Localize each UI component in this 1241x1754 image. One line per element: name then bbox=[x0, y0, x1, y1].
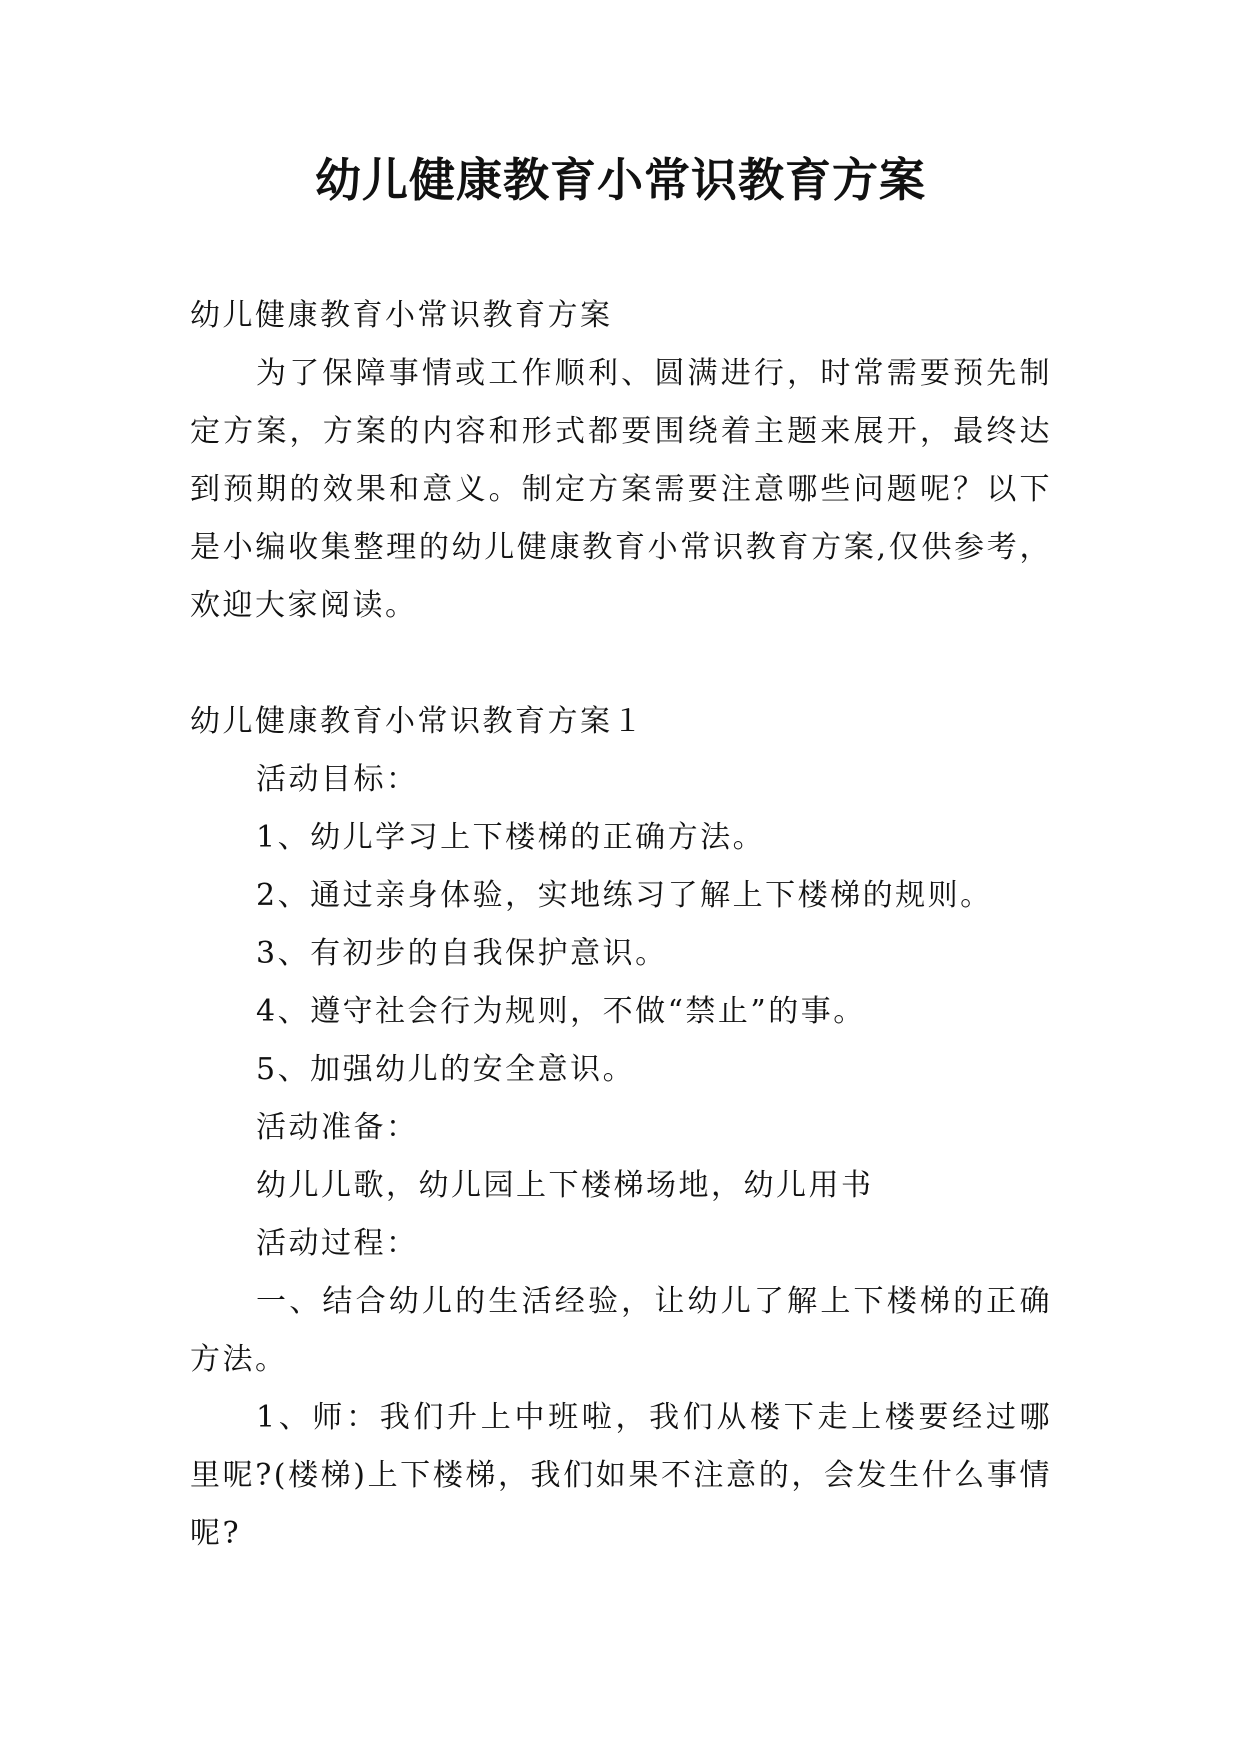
prep-label: 活动准备： bbox=[256, 1110, 419, 1145]
goal-item-5: 5、加强幼儿的安全意识。 bbox=[256, 1052, 636, 1087]
section-heading: 幼儿健康教育小常识教育方案１ bbox=[190, 704, 645, 739]
process-step-1: 一、结合幼儿的生活经验，让幼儿了解上下楼梯的正确方法。 bbox=[190, 1284, 1052, 1377]
document-body bbox=[190, 287, 1052, 1563]
document-title: 幼儿健康教育小常识教育方案 bbox=[315, 153, 926, 207]
goals-label: 活动目标： bbox=[256, 762, 419, 797]
goal-item-3: 3、有初步的自我保护意识。 bbox=[256, 936, 668, 971]
goal-item-4: 4、遵守社会行为规则，不做“禁止”的事。 bbox=[256, 994, 866, 1029]
process-step-1-detail: 1、师：我们升上中班啦，我们从楼下走上楼要经过哪里呢?(楼梯)上下楼梯，我们如果不注意的，会发生什么事情呢? bbox=[190, 1400, 1052, 1551]
intro-paragraph: 为了保障事情或工作顺利、圆满进行，时常需要预先制定方案，方案的内容和形式都要围绕着主题来展开，最终达到预期的效果和意义。制定方案需要注意哪些问题呢？以下是小编收集整理的幼儿健康教育小常识教育方案,仅供参考，欢迎大家阅读。 bbox=[190, 356, 1052, 623]
subtitle: 幼儿健康教育小常识教育方案 bbox=[190, 298, 613, 333]
goal-item-1: 1、幼儿学习上下楼梯的正确方法。 bbox=[256, 820, 766, 855]
goal-item-2: 2、通过亲身体验，实地练习了解上下楼梯的规则。 bbox=[256, 878, 993, 913]
paragraph-gap bbox=[190, 635, 1052, 693]
process-label: 活动过程： bbox=[256, 1226, 419, 1261]
prep-text: 幼儿儿歌，幼儿园上下楼梯场地，幼儿用书 bbox=[256, 1168, 874, 1203]
